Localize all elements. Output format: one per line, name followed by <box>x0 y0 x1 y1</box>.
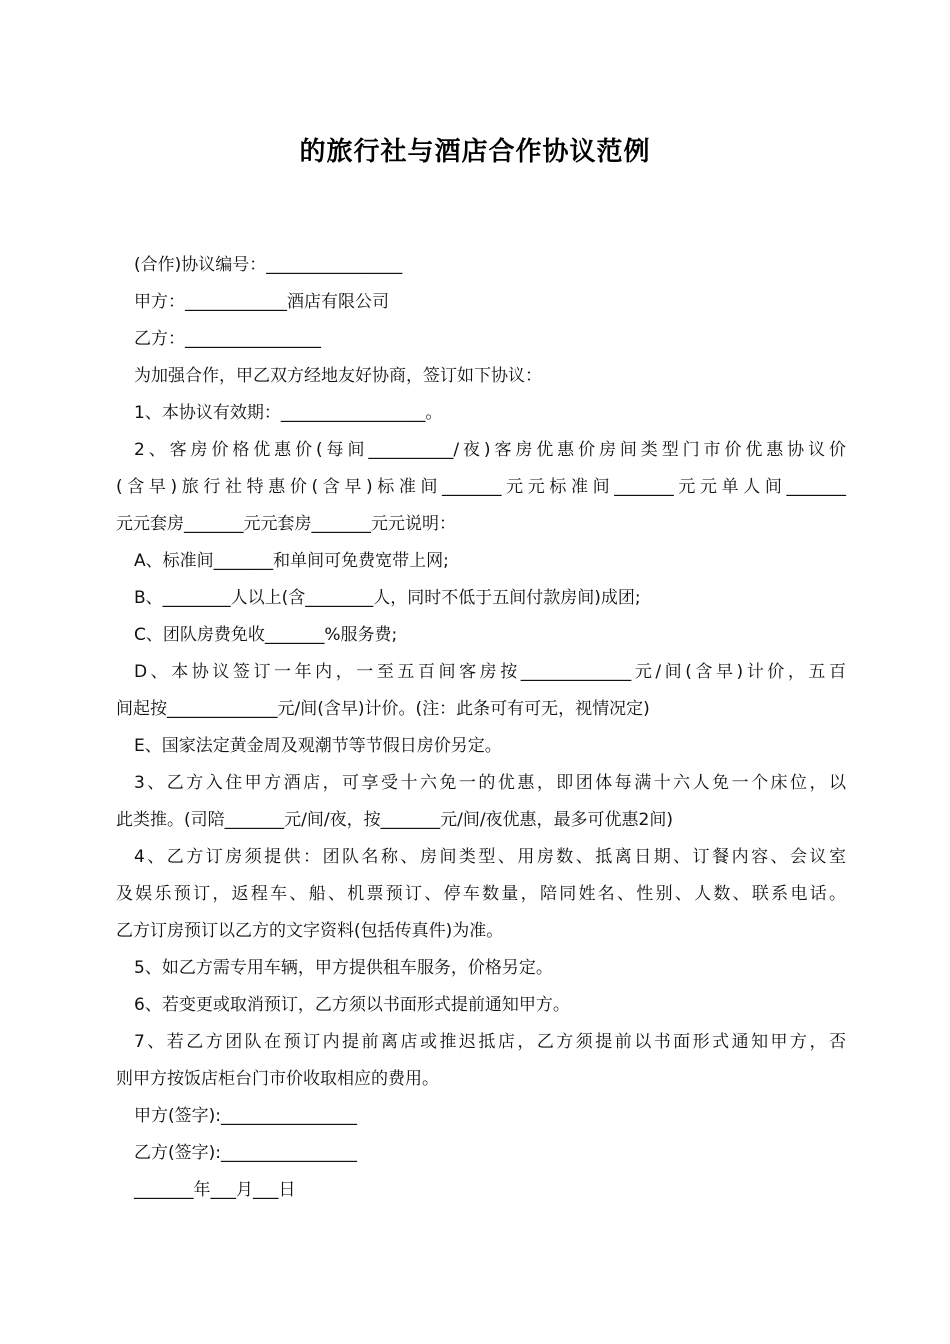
clause-2d-line-2: 间起按_____________元/间(含早)计价。(注：此条可有可无，视情况定) <box>116 699 650 719</box>
clause-2d-line-1: D、本协议签订一年内，一至五百间客房按_____________元/间(含早)计价，五百 <box>134 662 846 682</box>
clause-2b-line: B、________人以上(含________人，同时不低于五间付款房间)成团; <box>134 588 641 608</box>
clause-3-line-2: 此类推。(司陪_______元/间/夜，按_______元/间/夜优惠，最多可优惠2间) <box>116 810 673 830</box>
agreement-number-line: (合作)协议编号：________________ <box>134 255 403 275</box>
party-b-line: 乙方：________________ <box>134 329 321 349</box>
clause-7-line-2: 则甲方按饭店柜台门市价收取相应的费用。 <box>116 1069 439 1089</box>
clause-2c-line: C、团队房费免收_______%服务费; <box>134 625 398 645</box>
clause-2-line-3: 元元套房_______元元套房_______元元说明： <box>116 514 456 534</box>
party-b-signature-line: 乙方(签字):________________ <box>134 1143 357 1163</box>
clause-4-line-3: 乙方订房预订以乙方的文字资料(包括传真件)为准。 <box>116 921 504 941</box>
document-body <box>116 247 846 1209</box>
clause-3-line-1: 3、乙方入住甲方酒店，可享受十六免一的优惠，即团体每满十六人免一个床位，以 <box>134 773 846 793</box>
clause-5-line: 5、如乙方需专用车辆，甲方提供租车服务，价格另定。 <box>134 958 553 978</box>
date-line: _______年___月___日 <box>134 1180 296 1200</box>
clause-2-line-1: 2、客房价格优惠价(每间__________/夜)客房优惠价房间类型门市价优惠协议价 <box>134 440 846 460</box>
preamble-line: 为加强合作，甲乙双方经地友好协商，签订如下协议： <box>134 366 542 386</box>
clause-2a-line: A、标准间_______和单间可免费宽带上网; <box>134 551 449 571</box>
clause-4-line-2: 及娱乐预订，返程车、船、机票预订、停车数量，陪同姓名、性别、人数、联系电话。 <box>116 884 846 904</box>
party-a-signature-line: 甲方(签字):________________ <box>134 1106 357 1126</box>
clause-2e-line: E、国家法定黄金周及观潮节等节假日房价另定。 <box>134 736 502 756</box>
document-title: 的旅行社与酒店合作协议范例 <box>299 137 651 167</box>
clause-7-line-1: 7、若乙方团队在预订内提前离店或推迟抵店，乙方须提前以书面形式通知甲方，否 <box>134 1032 846 1052</box>
clause-2-line-2: (含早)旅行社特惠价(含早)标准间_______元元标准间_______元元单人间_______ <box>116 477 846 497</box>
party-a-line: 甲方：____________酒店有限公司 <box>134 292 389 312</box>
clause-6-line: 6、若变更或取消预订，乙方须以书面形式提前通知甲方。 <box>134 995 570 1015</box>
clause-4-line-1: 4、乙方订房须提供：团队名称、房间类型、用房数、抵离日期、订餐内容、会议室 <box>134 847 846 867</box>
clause-1-line: 1、本协议有效期：_________________。 <box>134 403 443 423</box>
